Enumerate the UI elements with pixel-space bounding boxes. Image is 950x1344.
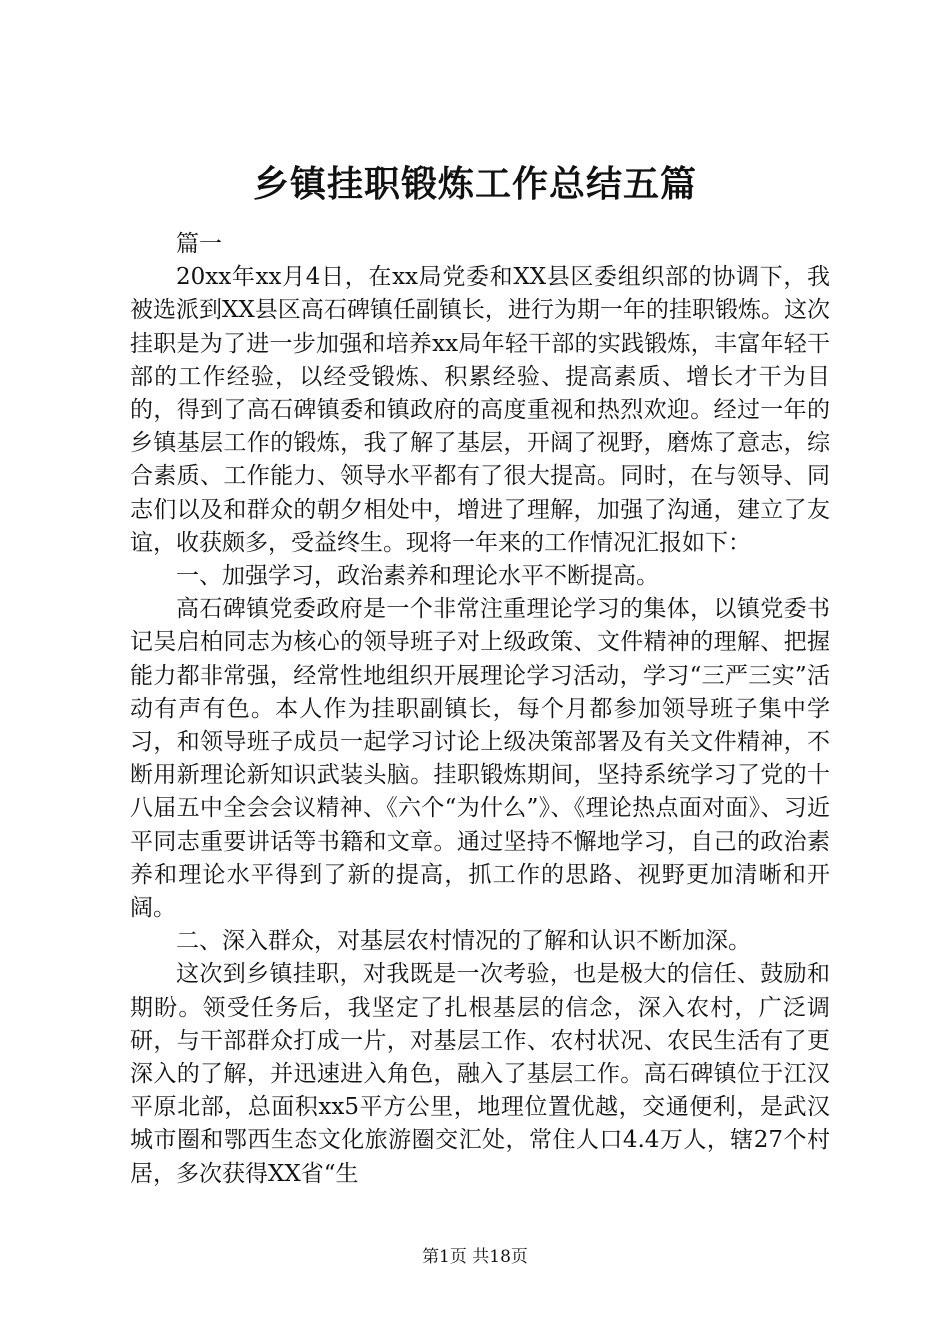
section-heading-2: 二、深入群众，对基层农村情况的了解和认识不断加深。 [176, 928, 751, 955]
section-label: 篇一 [176, 231, 222, 257]
section-heading-1: 一、加强学习，政治素养和理论水平不断提高。 [176, 563, 659, 590]
page-footer: 第1页 共18页 [422, 1247, 528, 1267]
document-body [130, 228, 830, 1191]
document-title: 乡镇挂职锻炼工作总结五篇 [252, 163, 697, 205]
intro-paragraph: 20xx年xx月4日，在xx局党委和XX县区委组织部的协调下，我被选派到XX县区高石碑镇任副镇长，进行为期一年的挂职锻炼。这次挂职是为了进一步加强和培养xx局年轻干部的实践锻炼，丰富年轻干部的工作经验，以经受锻炼、积累经验、提高素质、增长才干为目的，得到了高石碑镇委和镇政府的高度重视和热烈欢迎。经过一年的乡镇基层工作的锻炼，我了解了基层，开阔了视野，磨炼了意志，综合素质、工作能力、领导水平都有了很大提高。同时，在与领导、同志们以及和群众的朝夕相处中，增进了理解，加强了沟通，建立了友谊，收获颇多，受益终生。现将一年来的工作情况汇报如下： [130, 264, 830, 556]
section-2-paragraph: 这次到乡镇挂职，对我既是一次考验，也是极大的信任、鼓励和期盼。领受任务后，我坚定了扎根基层的信念，深入农村，广泛调研，与干部群众打成一片，对基层工作、农村状况、农民生活有了更深入的了解，并迅速进入角色，融入了基层工作。高石碑镇位于江汉平原北部，总面积xx5平方公里，地理位置优越，交通便利，是武汉城市圈和鄂西生态文化旅游圈交汇处，常住人口4.4万人，辖27个村居，多次获得XX省“生 [130, 961, 830, 1187]
section-1-paragraph: 高石碑镇党委政府是一个非常注重理论学习的集体，以镇党委书记吴启柏同志为核心的领导班子对上级政策、文件精神的理解、把握能力都非常强，经常性地组织开展理论学习活动，学习“三严三实”活动有声有色。本人作为挂职副镇长，每个月都参加领导班子集中学习，和领导班子成员一起学习讨论上级决策部署及有关文件精神，不断用新理论新知识武装头脑。挂职锻炼期间，坚持系统学习了党的十八届五中全会会议精神、《六个“为什么”》、《理论热点面对面》、习近平同志重要讲话等书籍和文章。通过坚持不懈地学习，自己的政治素养和理论水平得到了新的提高，抓工作的思路、视野更加清晰和开阔。 [130, 596, 830, 922]
